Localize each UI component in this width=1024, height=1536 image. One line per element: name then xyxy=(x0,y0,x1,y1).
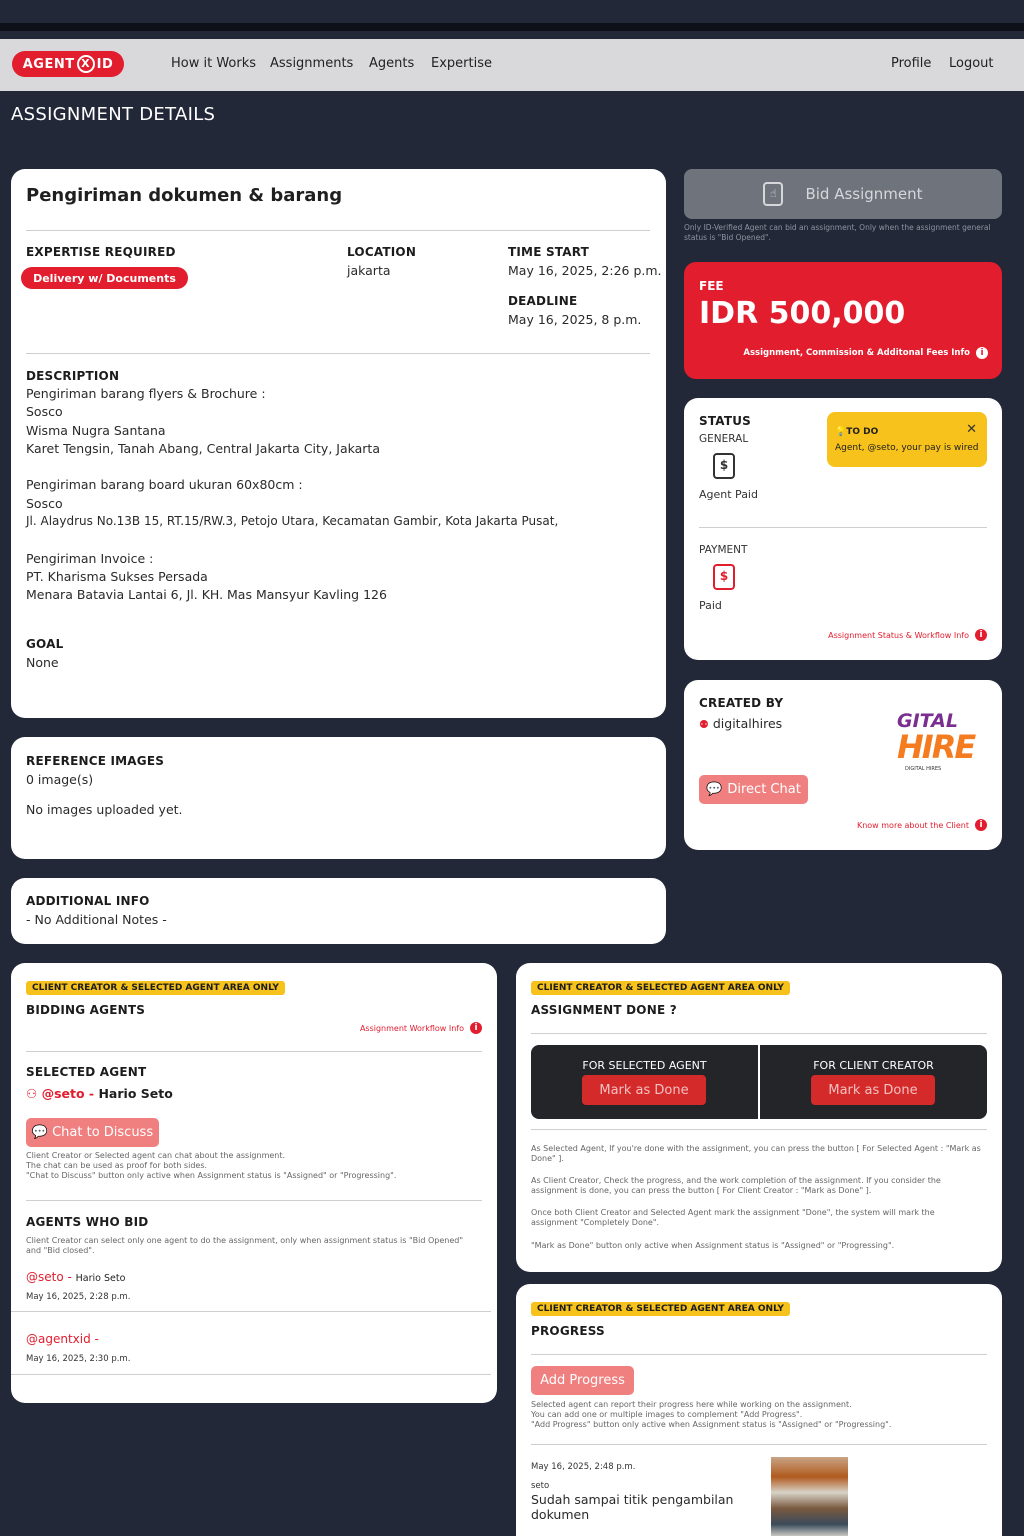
creator-user[interactable] xyxy=(699,716,782,731)
add-progress-button[interactable]: Add Progress xyxy=(531,1366,634,1395)
info-icon: i xyxy=(975,629,987,641)
description-line: Sosco xyxy=(26,495,63,511)
reference-images-label: REFERENCE IMAGES xyxy=(26,754,165,768)
bidder-sep: - xyxy=(90,1332,99,1346)
time-start-label: TIME START xyxy=(508,245,590,259)
user-icon: ⚇ xyxy=(26,1086,38,1101)
description-line: PT. Kharisma Sukses Persada xyxy=(26,568,208,584)
description-line: Jl. Alaydrus No.13B 15, RT.15/RW.3, Petojo Utara, Kecamatan Gambir, Kota Jakarta Pusat, xyxy=(26,514,559,529)
divider xyxy=(699,527,987,528)
reference-images-count: 0 image(s) xyxy=(26,772,94,787)
status-label: STATUS xyxy=(699,414,752,428)
additional-info-label: ADDITIONAL INFO xyxy=(26,894,150,908)
done-note: "Mark as Done" button only active when Assignment status is "Assigned" or "Progressing". xyxy=(531,1241,895,1250)
chat-note-line: Client Creator or Selected agent can chat about the assignment. xyxy=(26,1151,286,1160)
status-card xyxy=(684,398,1002,660)
bidding-workflow-info-text: Assignment Workflow Info xyxy=(359,1023,464,1033)
goal-label: GOAL xyxy=(26,637,64,651)
info-icon: i xyxy=(975,819,987,831)
done-note: As Client Creator, Check the progress, and the work completion of the assignment. If you consider the assignment is done, you can press the button [ For Client Creator : "Mark as Done" ]. xyxy=(531,1176,941,1195)
description-line xyxy=(26,532,646,550)
nav-expertise[interactable]: Expertise xyxy=(431,56,492,71)
client-logo-sub: DIGITAL HIRES xyxy=(905,766,942,772)
area-only-tag: CLIENT CREATOR & SELECTED AGENT AREA ONLY xyxy=(531,1302,790,1316)
status-workflow-info-link[interactable] xyxy=(828,629,987,641)
reference-images-card xyxy=(11,737,666,859)
top-strip xyxy=(0,0,1024,31)
bidder-date: May 16, 2025, 2:28 p.m. xyxy=(26,1292,131,1302)
bid-assignment-button[interactable] xyxy=(684,169,1002,219)
agents-who-bid-note: Client Creator can select only one agent to do the assignment, only when assignment status is "Bid Opened" and "Bid closed". xyxy=(26,1236,464,1255)
chat-to-discuss-label: Chat to Discuss xyxy=(52,1125,154,1140)
bidder-name: Hario Seto xyxy=(75,1273,126,1284)
divider xyxy=(11,1311,491,1312)
created-by-label: CREATED BY xyxy=(699,696,784,710)
client-mark-done-button[interactable]: Mark as Done xyxy=(811,1075,935,1105)
progress-entry-user: seto xyxy=(531,1481,550,1491)
mark-done-panel xyxy=(531,1045,987,1119)
progress-note-line: "Add Progress" button only active when Assignment status is "Assigned" or "Progressing". xyxy=(531,1420,892,1429)
selected-agent-label: SELECTED AGENT xyxy=(26,1065,147,1079)
fee-info-text: Assignment, Commission & Additonal Fees Info xyxy=(743,348,970,358)
bidder-row[interactable] xyxy=(26,1332,99,1346)
fee-card xyxy=(684,262,1002,379)
fee-label: FEE xyxy=(699,279,724,293)
selected-agent-sep: - xyxy=(84,1086,99,1101)
progress-entry-image[interactable] xyxy=(771,1457,848,1536)
description-line: Sosco xyxy=(26,404,63,420)
selected-agent[interactable] xyxy=(26,1086,173,1101)
logo-text-left: AGENT xyxy=(22,56,75,72)
creator-username: digitalhires xyxy=(712,716,783,731)
divider xyxy=(531,1444,987,1445)
divider xyxy=(531,1354,987,1355)
status-general-label: GENERAL xyxy=(699,433,749,445)
description-line: Karet Tengsin, Tanah Abang, Central Jakarta City, Jakarta xyxy=(26,440,380,456)
description-line: Menara Batavia Lantai 6, Jl. KH. Mas Mansyur Kavling 126 xyxy=(26,587,387,603)
chat-bubble-icon: 💬 xyxy=(31,1125,49,1140)
divider xyxy=(26,230,650,231)
created-by-card xyxy=(684,680,1002,850)
divider xyxy=(26,1200,482,1201)
logo-text-right: ID xyxy=(96,56,114,72)
agentxid-logo[interactable] xyxy=(12,51,124,77)
bid-assignment-label: Bid Assignment xyxy=(805,185,923,203)
info-icon: i xyxy=(470,1022,482,1034)
client-info-link[interactable] xyxy=(857,819,987,831)
progress-note-line: Selected agent can report their progress here while working on the assignment. xyxy=(531,1400,852,1409)
navbar xyxy=(0,39,1024,91)
status-general-value: Agent Paid xyxy=(699,488,758,501)
info-icon: i xyxy=(976,347,988,359)
todo-title-text: TO DO xyxy=(846,427,879,437)
progress-note-line: You can add one or multiple images to complement "Add Progress". xyxy=(531,1410,803,1419)
bidder-date: May 16, 2025, 2:30 p.m. xyxy=(26,1354,131,1364)
chat-to-discuss-button[interactable] xyxy=(26,1118,159,1147)
chat-bubble-icon: 💬 xyxy=(706,782,723,797)
progress-note xyxy=(531,1400,991,1430)
progress-card xyxy=(516,1284,1002,1536)
chat-note-line: "Chat to Discuss" button only active when Assignment status is "Assigned" or "Progressing". xyxy=(26,1171,397,1180)
description-line: Pengiriman barang flyers & Brochure : xyxy=(26,386,266,401)
for-client-creator-label: FOR CLIENT CREATOR xyxy=(813,1059,934,1072)
goal-value: None xyxy=(26,655,59,670)
assignment-done-title: ASSIGNMENT DONE ? xyxy=(531,1003,677,1017)
for-selected-agent-label: FOR SELECTED AGENT xyxy=(582,1059,707,1072)
bidder-handle: @seto xyxy=(26,1270,64,1284)
page-title: ASSIGNMENT DETAILS xyxy=(11,104,216,125)
todo-toast-title xyxy=(835,427,878,437)
deadline-label: DEADLINE xyxy=(508,294,578,308)
expertise-label: EXPERTISE REQUIRED xyxy=(26,245,176,259)
status-payment-value: Paid xyxy=(699,599,722,612)
client-logo xyxy=(889,708,975,778)
bidder-row[interactable] xyxy=(26,1270,125,1284)
client-logo-line1: GITAL xyxy=(897,710,958,732)
location-label: LOCATION xyxy=(347,245,417,259)
fee-amount: IDR 500,000 xyxy=(699,296,906,331)
chat-note xyxy=(26,1151,486,1181)
divider xyxy=(11,1374,491,1375)
description-line xyxy=(26,459,646,477)
time-start-value: May 16, 2025, 2:26 p.m. xyxy=(508,263,662,278)
area-only-tag: CLIENT CREATOR & SELECTED AGENT AREA ONLY xyxy=(531,981,790,995)
bidding-agents-card xyxy=(11,963,497,1403)
bidder-sep: - xyxy=(63,1270,76,1284)
nav-agents[interactable]: Agents xyxy=(369,56,415,71)
description-label: DESCRIPTION xyxy=(26,369,120,383)
client-logo-line2: HIRE xyxy=(897,728,975,766)
logo-x-icon: X xyxy=(77,55,95,73)
payment-clipboard-icon: $ xyxy=(713,564,735,590)
assignment-title: Pengiriman dokumen & barang xyxy=(26,185,343,206)
assignment-main-card xyxy=(11,169,666,718)
agents-who-bid-label: AGENTS WHO BID xyxy=(26,1215,149,1229)
nav-assignments[interactable]: Assignments xyxy=(270,56,354,71)
client-info-text: Know more about the Client xyxy=(856,820,969,830)
close-icon[interactable]: ✕ xyxy=(966,422,977,437)
bidder-handle: @agentxid xyxy=(26,1332,91,1346)
chat-note-line: The chat can be used as proof for both sides. xyxy=(26,1161,208,1170)
description-line: Wisma Nugra Santana xyxy=(26,422,166,438)
reference-images-empty: No images uploaded yet. xyxy=(26,802,183,817)
nav-how-it-works[interactable]: How it Works xyxy=(171,56,257,71)
description-line: Pengiriman barang board ukuran 60x80cm : xyxy=(26,477,303,493)
area-only-tag: CLIENT CREATOR & SELECTED AGENT AREA ONLY xyxy=(26,981,285,995)
done-note: As Selected Agent, If you're done with the assignment, you can press the button [ For Selected Agent : "Mark as Done" ]. xyxy=(531,1144,981,1163)
status-workflow-info-text: Assignment Status & Workflow Info xyxy=(828,630,969,640)
fee-info-link[interactable] xyxy=(743,347,988,359)
location-value: jakarta xyxy=(347,263,391,278)
selected-agent-handle: @seto xyxy=(41,1086,85,1101)
progress-entry-text: Sudah sampai titik pengambilan dokumen xyxy=(531,1492,734,1522)
deadline-value: May 16, 2025, 8 p.m. xyxy=(508,312,642,327)
done-note: Once both Client Creator and Selected Agent mark the assignment "Done", the system will mark the assignment "Completely Done". xyxy=(531,1208,935,1227)
divider xyxy=(26,353,650,354)
expertise-badge: Delivery w/ Documents xyxy=(21,267,188,289)
status-payment-label: PAYMENT xyxy=(699,544,748,556)
nav-profile[interactable]: Profile xyxy=(891,56,932,71)
description-body xyxy=(26,386,646,606)
additional-info-value: - No Additional Notes - xyxy=(26,912,167,927)
description-line: Pengiriman Invoice : xyxy=(26,550,154,566)
todo-toast-message: Agent, @seto, your pay is wired xyxy=(835,443,979,453)
divider xyxy=(531,1129,987,1130)
bidding-workflow-info-link[interactable] xyxy=(360,1022,482,1034)
divider xyxy=(758,1045,760,1119)
selected-agent-name: Hario Seto xyxy=(98,1086,173,1101)
bidding-agents-title: BIDDING AGENTS xyxy=(26,1003,146,1017)
divider xyxy=(26,1051,482,1052)
additional-info-card xyxy=(11,878,666,944)
divider xyxy=(531,1033,987,1034)
direct-chat-button[interactable] xyxy=(699,775,808,804)
assignment-done-card xyxy=(516,963,1002,1272)
nav-logout[interactable]: Logout xyxy=(949,56,994,71)
bid-note: Only ID-Verified Agent can bid an assignment, Only when the assignment general status is "Bid Opened". xyxy=(684,223,991,242)
todo-toast xyxy=(827,412,987,467)
progress-entry-date: May 16, 2025, 2:48 p.m. xyxy=(531,1462,636,1472)
lightbulb-icon: 💡 xyxy=(835,427,847,437)
agent-mark-done-button[interactable]: Mark as Done xyxy=(582,1075,706,1105)
payment-clipboard-icon: $ xyxy=(713,453,735,479)
direct-chat-label: Direct Chat xyxy=(727,782,801,797)
user-icon: ⚉ xyxy=(699,718,709,731)
clipboard-icon: ☝ xyxy=(763,182,783,206)
progress-title: PROGRESS xyxy=(531,1324,605,1338)
